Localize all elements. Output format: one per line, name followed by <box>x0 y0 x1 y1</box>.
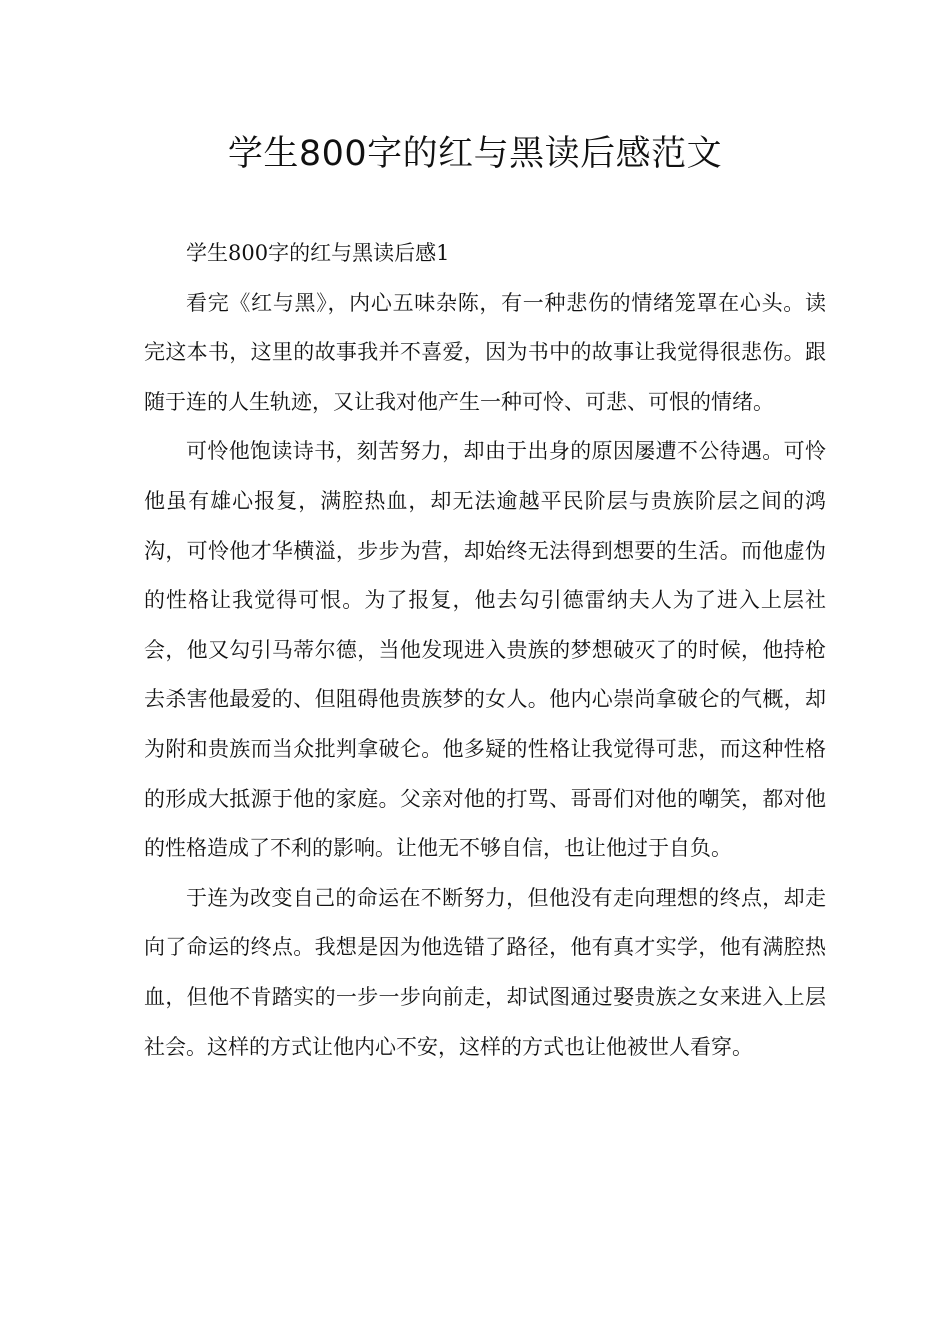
paragraph-3: 于连为改变自己的命运在不断努力，但他没有走向理想的终点，却走向了命运的终点。我想是因为他选错了路径，他有真才实学，他有满腔热血，但他不肯踏实的一步一步向前走，却试图通过娶贵族之女来进入上层社会。这样的方式让他内心不安，这样的方式也让他被世人看穿。 <box>144 885 826 1059</box>
paragraph-1: 看完《红与黑》，内心五味杂陈，有一种悲伤的情绪笼罩在心头。读完这本书，这里的故事我并不喜爱，因为书中的故事让我觉得很悲伤。跟随于连的人生轨迹，又让我对他产生一种可怜、可悲、可恨的情绪。 <box>144 290 826 414</box>
document-body <box>144 229 826 1072</box>
document-title: 学生800字的红与黑读后感范文 <box>227 134 723 174</box>
paragraph-2: 可怜他饱读诗书，刻苦努力，却由于出身的原因屡遭不公待遇。可怜他虽有雄心报复，满腔热血，却无法逾越平民阶层与贵族阶层之间的鸿沟，可怜他才华横溢，步步为营，却始终无法得到想要的生活。而他虚伪的性格让我觉得可恨。为了报复，他去勾引德雷纳夫人为了进入上层社会，他又勾引马蒂尔德，当他发现进入贵族的梦想破灭了的时候，他持枪去杀害他最爱的、但阻碍他贵族梦的女人。他内心崇尚拿破仑的气概，却为附和贵族而当众批判拿破仑。他多疑的性格让我觉得可悲，而这种性格的形成大抵源于他的家庭。父亲对他的打骂、哥哥们对他的嘲笑，都对他的性格造成了不利的影响。让他无不够自信，也让他过于自负。 <box>144 439 826 861</box>
section-heading: 学生800字的红与黑读后感1 <box>186 241 450 265</box>
